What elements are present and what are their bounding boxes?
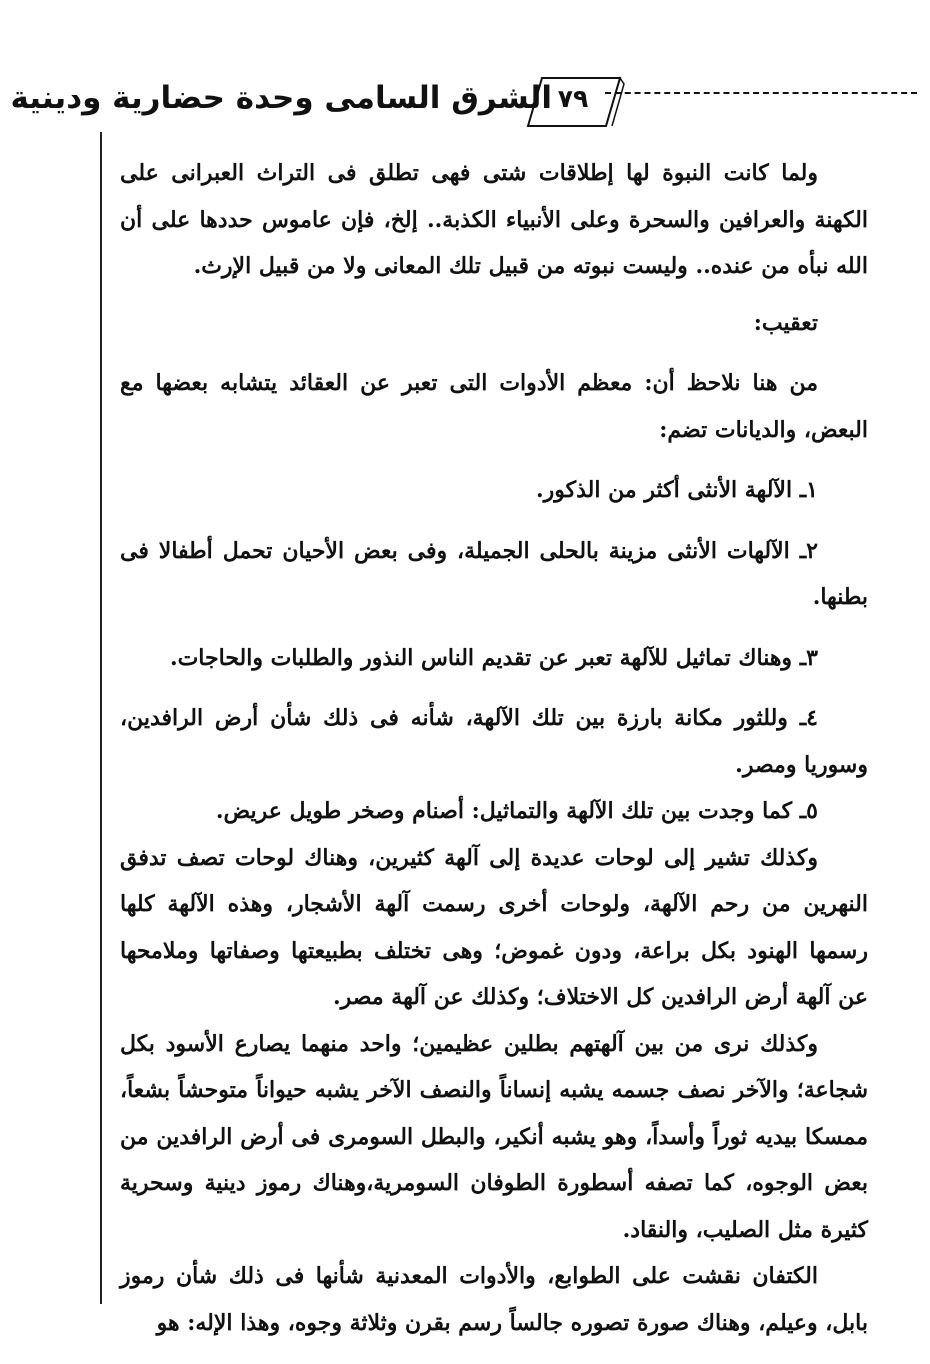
section-heading: تعقيب: (753, 309, 818, 336)
page-header (0, 62, 930, 132)
page-body (120, 150, 868, 1346)
paragraph-tablets: وكذلك تشير إلى لوحات عديدة إلى آلهة كثيرين، وهناك لوحات تصف تدفق النهرين من رحم الآلهة، ولوحات أخرى رسمت آلهة الأشجار، وهذه الآلهة كلها رسمها الهنود بكل براعة، ودون غموض؛ وهى تختلف بطبيعتها وصفاتها وملامحها عن آلهة أرض الرافدين كل الاختلاف؛ وكذلك عن آلهة مصر. (120, 844, 868, 1010)
list-item-4: ٤ـ وللثور مكانة بارزة بين تلك الآلهة، شأنه فى ذلك شأن أرض الرافدين، وسوريا ومصر. (120, 705, 868, 778)
running-header-title: الشرق السامى وحدة حضارية ودينية (10, 80, 552, 116)
paragraph-observation: من هنا نلاحظ أن: معظم الأدوات التى تعبر عن العقائد يتشابه بعضها مع البعض، والديانات تضم: (120, 370, 868, 443)
list-item-1: ١ـ الآلهة الأنثى أكثر من الذكور. (535, 477, 818, 503)
paragraph-prophecy: ولما كانت النبوة لها إطلاقات شتى فهى تطلق فى التراث العبرانى على الكهنة والعرافين والسحرة وعلى الأنبياء الكذبة.. إلخ، فإن عاموس حددها على أن الله نبأه من عنده.. وليست نبوته من قبيل تلك المعانى ولا من قبيل الإرث. (120, 160, 868, 279)
margin-rule (100, 132, 102, 1304)
paragraph-heroes: وكذلك نرى من بين آلهتهم بطلين عظيمين؛ واحد منهما يصارع الأسود بكل شجاعة؛ والآخر نصف جسمه يشبه إنساناً والنصف الآخر يشبه حيواناً متوحشاً بشعاً، ممسكا بيديه ثوراً وأسداً، وهو يشبه أنكير، والبطل السومرى فى أرض الرافدين من بعض الوجوه، كما تصفه أسطورة الطوفان السومرية،وهناك رموز دينية وسحرية كثيرة مثل الصليب، والنقاد. (120, 1030, 868, 1243)
list-item-5: ٥ـ كما وجدت بين تلك الآلهة والتماثيل: أصنام وصخر طويل عريض. (215, 798, 818, 824)
header-dashed-rule (605, 92, 917, 94)
paragraph-seals: الكتفان نقشت على الطوابع، والأدوات المعدنية شأنها فى ذلك شأن رموز بابل، وعيلم، وهناك صورة تصوره جالساً رسم بقرن وثلاثة وجوه، وهذا الإله: هو (120, 1263, 868, 1336)
list-item-3: ٣ـ وهناك تماثيل للآلهة تعبر عن تقديم الناس النذور والطلبات والحاجات. (169, 644, 818, 671)
page-number: ٧٩ (557, 84, 589, 113)
list-item-2: ٢ـ الآلهات الأنثى مزينة بالحلى الجميلة، وفى بعض الأحيان تحمل أطفالا فى بطنها. (120, 537, 868, 610)
